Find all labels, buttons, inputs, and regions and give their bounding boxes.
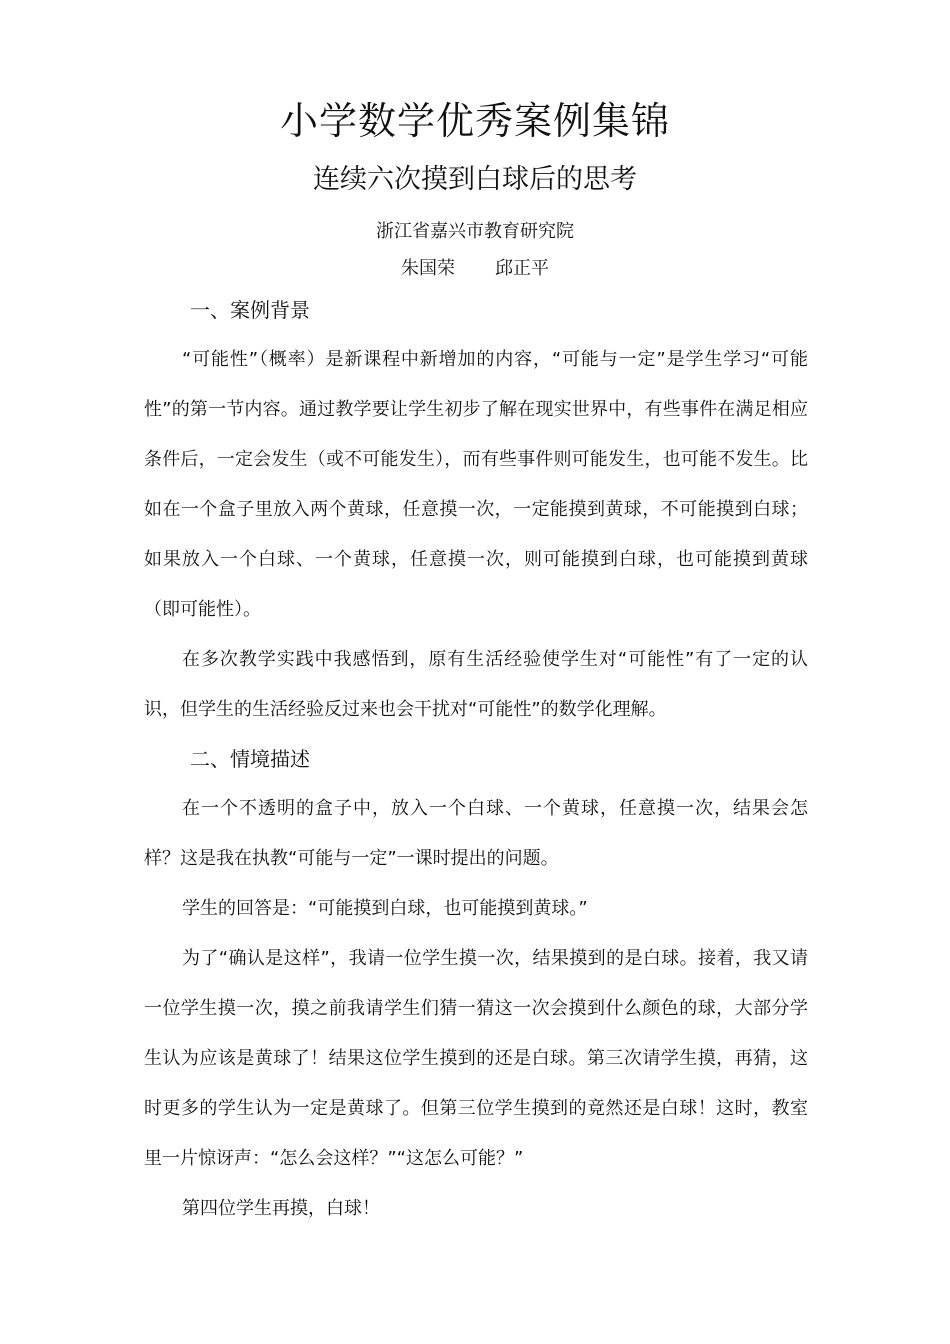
paragraph: 学生的回答是：“可能摸到白球，也可能摸到黄球。”	[182, 898, 588, 919]
section-body-scenario	[144, 784, 808, 1234]
document-title: 小学数学优秀案例集锦	[279, 99, 670, 143]
document-subtitle: 连续六次摸到白球后的思考	[313, 164, 637, 195]
paragraph: 在一个不透明的盒子中，放入一个白球、一个黄球，任意摸一次，结果会怎样？这是我在执教“可能与一定”一课时提出的问题。	[144, 798, 808, 869]
paragraph: 在多次教学实践中我感悟到，原有生活经验使学生对“可能性”有了一定的认识，但学生的生活经验反过来也会干扰对“可能性”的数学化理解。	[144, 649, 808, 720]
paragraph: 为了“确认是这样”，我请一位学生摸一次，结果摸到的是白球。接着，我又请一位学生摸一次，摸之前我请学生们猜一猜这一次会摸到什么颜色的球，大部分学生认为应该是黄球了！结果这位学生摸到的还是白球。第三次请学生摸，再猜，这时更多的学生认为一定是黄球了。但第三位学生摸到的竟然还是白球！这时，教室里一片惊讶声：“怎么会这样？”“这怎么可能？”	[144, 948, 808, 1169]
section-heading-background: 一、案例背景	[190, 298, 310, 322]
author-name: 朱国荣	[401, 258, 455, 279]
author-name: 邱正平	[495, 258, 549, 279]
author-names	[0, 255, 950, 283]
paragraph: “可能性”（概率）是新课程中新增加的内容，“可能与一定”是学生学习“可能性”的第一节内容。通过教学要让学生初步了解在现实世界中，有些事件在满足相应条件后，一定会发生（或不可能发生），而有些事件则可能发生，也可能不发生。比如在一个盒子里放入两个黄球，任意摸一次，一定能摸到黄球，不可能摸到白球；如果放入一个白球、一个黄球，任意摸一次，则可能摸到白球，也可能摸到黄球（即可能性）。	[144, 349, 808, 620]
section-body-background	[144, 335, 808, 735]
paragraph: 第四位学生再摸，白球！	[182, 1198, 380, 1219]
section-heading-scenario: 二、情境描述	[190, 747, 310, 771]
author-organization: 浙江省嘉兴市教育研究院	[376, 221, 574, 242]
